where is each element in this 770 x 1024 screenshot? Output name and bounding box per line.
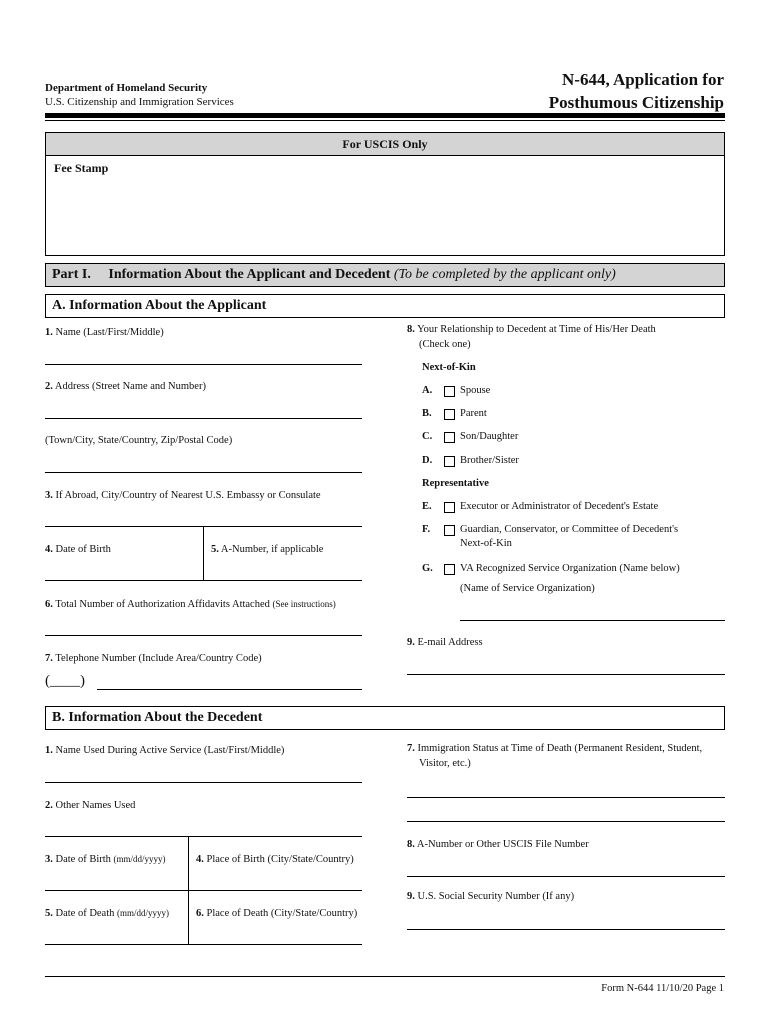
q8-parent-checkbox[interactable]	[444, 409, 455, 420]
fee-stamp-label: Fee Stamp	[54, 161, 109, 175]
q8-va-org-checkbox[interactable]	[444, 564, 455, 575]
a-q4-dob-field[interactable]	[45, 580, 203, 581]
a-q6-label: 6. Total Number of Authorization Affidavits Attached (See instructions)	[45, 599, 336, 610]
q8-spouse-label: Spouse	[460, 385, 491, 396]
b-q5-dod-field[interactable]	[45, 944, 188, 945]
form-title-line2: Posthumous Citizenship	[548, 93, 724, 112]
a-q1-name-field[interactable]	[45, 364, 362, 365]
department-name: Department of Homeland Security	[45, 82, 208, 94]
form-title	[549, 68, 724, 114]
q8-option-c-letter: C.	[422, 431, 433, 442]
representative-heading: Representative	[422, 478, 489, 489]
section-b-title: B. Information About the Decedent	[52, 710, 263, 725]
part1-note: (To be completed by the applicant only)	[393, 267, 616, 282]
a-q2-label: 2. Address (Street Name and Number)	[45, 381, 206, 392]
q8-spouse-checkbox[interactable]	[444, 386, 455, 397]
part1-title: Information About the Applicant and Decedent	[108, 267, 391, 282]
a-q2b-label: (Town/City, State/Country, Zip/Postal Code)	[45, 435, 233, 446]
agency-name: U.S. Citizenship and Immigration Services	[45, 96, 234, 108]
b-q7-label: 7. Immigration Status at Time of Death (Permanent Resident, Student,	[407, 743, 703, 754]
a-q2-street-field[interactable]	[45, 418, 362, 419]
q8-option-g-letter: G.	[422, 563, 433, 574]
q8-option-d-letter: D.	[422, 455, 433, 466]
a-q7-area-code[interactable]: (____)	[45, 673, 85, 689]
a-q8-label-line2: (Check one)	[419, 339, 471, 350]
q8-guardian-checkbox[interactable]	[444, 525, 455, 536]
q8-va-org-label: VA Recognized Service Organization (Name below)	[460, 563, 680, 574]
b-q1-name-field[interactable]	[45, 782, 362, 783]
q8-son-daughter-checkbox[interactable]	[444, 432, 455, 443]
q8-option-e-letter: E.	[422, 501, 432, 512]
a-q3-label: 3. If Abroad, City/Country of Nearest U.S. Embassy or Consulate	[45, 490, 321, 501]
q8-option-f-letter: F.	[422, 524, 431, 535]
q8-son-daughter-label: Son/Daughter	[460, 431, 519, 442]
form-title-line1: N-644, Application for	[562, 70, 724, 89]
a-q1-label: 1. Name (Last/First/Middle)	[45, 327, 164, 338]
q8-guardian-label: Guardian, Conservator, or Committee of Decedent's	[460, 524, 679, 535]
q8-option-a-letter: A.	[422, 385, 433, 396]
b-q4-birthplace-field[interactable]	[189, 890, 362, 891]
b-q2-label: 2. Other Names Used	[45, 800, 136, 811]
b-q4-label: 4. Place of Birth (City/State/Country)	[196, 854, 354, 865]
b-q6-deathplace-field[interactable]	[189, 944, 362, 945]
footer-rule	[45, 976, 725, 977]
section-a-title: A. Information About the Applicant	[52, 298, 267, 313]
q8-option-b-letter: B.	[422, 408, 432, 419]
b-q2-other-names-field[interactable]	[45, 836, 362, 837]
section-b-header	[45, 706, 725, 730]
b-column-divider	[188, 837, 189, 945]
b-q5-label: 5. Date of Death (mm/dd/yyyy)	[45, 908, 170, 919]
a-q8-label: 8. Your Relationship to Decedent at Time of His/Her Death	[407, 324, 656, 335]
b-q8-file-number-field[interactable]	[407, 876, 725, 877]
part1-label: Part I.	[52, 267, 91, 282]
b-q3-label: 3. Date of Birth (mm/dd/yyyy)	[45, 854, 166, 865]
b-q7-status-field-2[interactable]	[407, 821, 725, 822]
part1-header	[45, 263, 725, 287]
form-footer: Form N-644 11/10/20 Page 1	[601, 983, 724, 994]
a-q4-label: 4. Date of Birth	[45, 544, 111, 555]
header-rule-thick	[45, 113, 725, 118]
a-q4-q5-divider	[203, 527, 204, 581]
b-q8-label: 8. A-Number or Other USCIS File Number	[407, 839, 589, 850]
a-q7-label: 7. Telephone Number (Include Area/Country Code)	[45, 653, 262, 664]
a-q9-email-field[interactable]	[407, 674, 725, 675]
b-q7-status-field-1[interactable]	[407, 797, 725, 798]
header-rule-thin	[45, 120, 725, 121]
a-q5-label: 5. A-Number, if applicable	[211, 544, 324, 555]
q8-brother-sister-checkbox[interactable]	[444, 456, 455, 467]
section-a-header	[45, 294, 725, 318]
q8-parent-label: Parent	[460, 408, 487, 419]
service-org-name-field[interactable]	[460, 620, 725, 621]
uscis-only-box	[45, 132, 725, 256]
a-q9-label: 9. E-mail Address	[407, 637, 483, 648]
b-q6-label: 6. Place of Death (City/State/Country)	[196, 908, 358, 919]
uscis-only-heading: For USCIS Only	[46, 133, 724, 156]
q8-executor-label: Executor or Administrator of Decedent's Estate	[460, 501, 659, 512]
a-q7-phone-field[interactable]	[97, 689, 362, 690]
b-q1-label: 1. Name Used During Active Service (Last/First/Middle)	[45, 745, 285, 756]
b-q3-dob-field[interactable]	[45, 890, 188, 891]
q8-executor-checkbox[interactable]	[444, 502, 455, 513]
b-q7-label-line2: Visitor, etc.)	[419, 758, 471, 769]
service-org-name-label: (Name of Service Organization)	[460, 583, 595, 594]
a-q2b-city-field[interactable]	[45, 472, 362, 473]
b-q9-ssn-field[interactable]	[407, 929, 725, 930]
q8-brother-sister-label: Brother/Sister	[460, 455, 519, 466]
a-q6-affidavits-field[interactable]	[45, 635, 362, 636]
b-q9-label: 9. U.S. Social Security Number (If any)	[407, 891, 575, 902]
q8-guardian-label-line2: Next-of-Kin	[460, 538, 512, 549]
a-q5-anumber-field[interactable]	[204, 580, 362, 581]
next-of-kin-heading: Next-of-Kin	[422, 362, 476, 373]
